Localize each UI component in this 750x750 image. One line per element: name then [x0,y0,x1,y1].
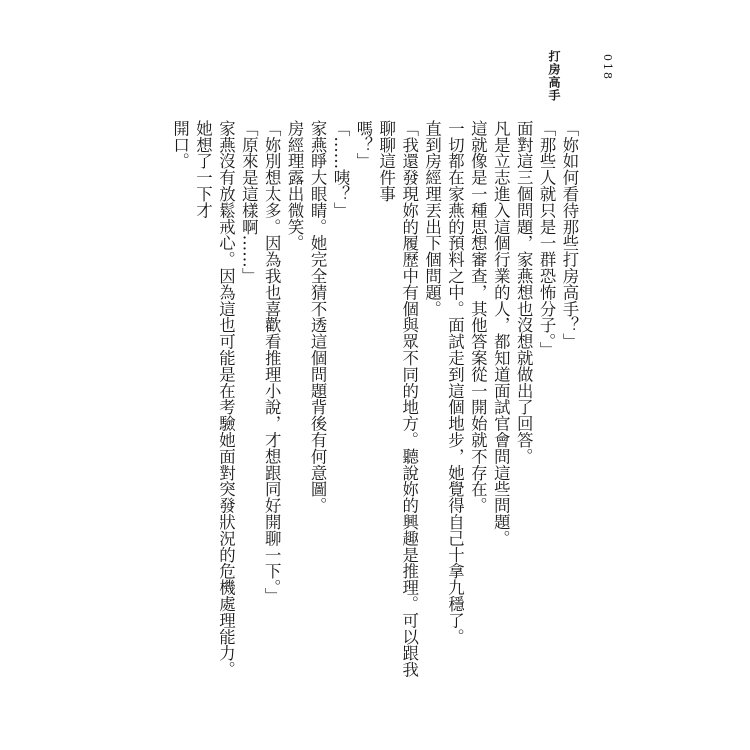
paragraph-continuation: 嗎？」 [353,120,373,170]
paragraph: 「原來是這樣啊……」 [239,120,259,284]
body-text [170,120,580,680]
page-number: 018 [601,54,614,81]
paragraph: 家燕睜大眼睛。她完全猜不透這個問題背後有何意圖。 [308,120,328,514]
paragraph: 這就像是一種思想審查，其他答案從一開始就不存在。 [468,120,488,514]
paragraph: 凡是立志進入這個行業的人，都知道面試官會問這些問題。 [491,120,511,547]
paragraph-continuation: 開口。 [170,120,190,170]
paragraph: 「妳如何看待那些打房高手？」 [560,120,579,350]
paragraph: 家燕沒有放鬆戒心。因為這也可能是在考驗她面對突發狀況的危機處理能力。她想了一下才 [193,120,236,678]
paragraph: 面對這三個問題，家燕想也沒想就做出了回答。 [514,120,534,465]
paragraph: 「……咦？」 [330,120,350,219]
paragraph: 「我還發現妳的履歷中有個與眾不同的地方。聽說妳的興趣是推理。可以跟我聊聊這件事 [376,120,419,678]
running-header-title: 打房高手 [547,50,561,102]
paragraph: 一切都在家燕的預料之中。面試走到這個地步，她覺得自己十拿九穩了。 [445,120,465,645]
paragraph: 「那些人就只是一群恐怖分子。」 [537,120,557,358]
paragraph: 直到房經理丟出下個問題。 [422,120,442,317]
paragraph: 「妳別想太多。因為我也喜歡看推理小說，才想跟同好開聊一下。」 [262,120,282,604]
paragraph: 房經理露出微笑。 [285,120,305,252]
